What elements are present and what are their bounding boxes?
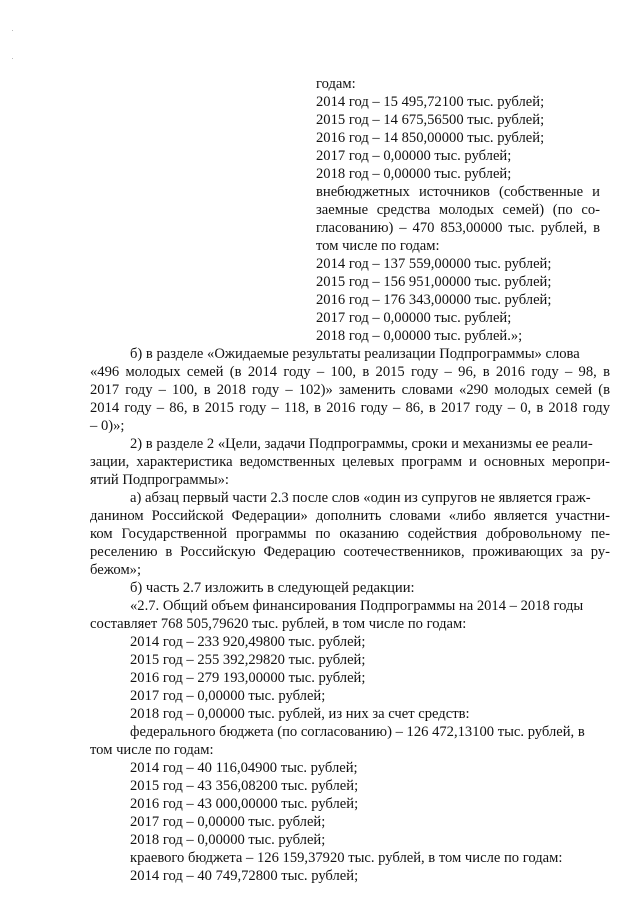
text-line: том числе по годам: (90, 742, 214, 758)
text-line: 2015 год – 43 356,08200 тыс. рублей; (130, 778, 359, 794)
text-line: том числе по годам: (316, 238, 440, 254)
text-line: гласованию) – 470 853,00000 тыс. рублей, в (316, 220, 600, 236)
text-line: 2017 год – 0,00000 тыс. рублей; (130, 688, 326, 704)
text-line: 2014 году – 86, в 2015 году – 118, в 2016 году – 86, в 2017 году – 0, в 2018 году (90, 400, 610, 416)
text-line: «2.7. Общий объем финансирования Подпрограммы на 2014 – 2018 годы (130, 598, 584, 614)
text-line: 2014 год – 40 116,04900 тыс. рублей; (130, 760, 358, 776)
scan-speck (12, 30, 13, 31)
text-line: федерального бюджета (по согласованию) – 126 472,13100 тыс. рублей, в (130, 724, 585, 740)
text-line: б) в разделе «Ожидаемые результаты реализации Подпрограммы» слова (130, 346, 580, 362)
text-line: 2014 год – 137 559,00000 тыс. рублей; (316, 256, 552, 272)
text-line: 2018 год – 0,00000 тыс. рублей; (130, 832, 326, 848)
text-line: 2016 год – 43 000,00000 тыс. рублей; (130, 796, 359, 812)
text-line: 2) в разделе 2 «Цели, задачи Подпрограммы, сроки и механизмы ее реали- (130, 436, 593, 452)
text-line: 2015 год – 14 675,56500 тыс. рублей; (316, 112, 545, 128)
text-line: 2017 год – 0,00000 тыс. рублей; (316, 310, 512, 326)
text-line: а) абзац первый части 2.3 после слов «один из супругов не является граж- (130, 490, 591, 506)
text-line: составляет 768 505,79620 тыс. рублей, в том числе по годам: (90, 616, 467, 632)
text-line: 2018 год – 0,00000 тыс. рублей, из них за счет средств: (130, 706, 470, 722)
text-line: – 0)»; (90, 418, 125, 434)
text-line: данином Российской Федерации» дополнить словами «либо является участни- (90, 508, 610, 524)
scan-speck (12, 58, 13, 59)
text-line: 2016 год – 176 343,00000 тыс. рублей; (316, 292, 552, 308)
text-line: годам: (316, 76, 356, 92)
text-line: зации, характеристика ведомственных целевых программ и основных меропри- (90, 454, 610, 470)
text-line: 2018 год – 0,00000 тыс. рублей; (316, 166, 512, 182)
text-line: 2014 год – 15 495,72100 тыс. рублей; (316, 94, 545, 110)
text-line: 2016 год – 14 850,00000 тыс. рублей; (316, 130, 545, 146)
text-line: «496 молодых семей (в 2014 году – 100, в 2015 году – 96, в 2016 году – 98, в (90, 364, 610, 380)
text-line: б) часть 2.7 изложить в следующей редакции: (130, 580, 415, 596)
text-line: бежом»; (90, 562, 142, 578)
text-line: 2017 год – 0,00000 тыс. рублей; (130, 814, 326, 830)
text-line: 2015 год – 255 392,29820 тыс. рублей; (130, 652, 366, 668)
text-line: 2014 год – 40 749,72800 тыс. рублей; (130, 868, 359, 884)
text-line: краевого бюджета – 126 159,37920 тыс. рублей, в том числе по годам: (130, 850, 563, 866)
text-line: 2015 год – 156 951,00000 тыс. рублей; (316, 274, 552, 290)
text-line: ком Государственной программы по оказанию содействия добровольному пе- (90, 526, 610, 542)
text-line: 2014 год – 233 920,49800 тыс. рублей; (130, 634, 366, 650)
text-line: внебюджетных источников (собственные и (316, 184, 600, 200)
text-line: реселению в Российскую Федерацию соотечественников, проживающих за ру- (90, 544, 610, 560)
text-line: 2017 году – 100, в 2018 году – 102)» заменить словами «290 молодых семей (в (90, 382, 610, 398)
text-line: заемные средства молодых семей) (по со- (316, 202, 600, 218)
text-line: 2018 год – 0,00000 тыс. рублей.»; (316, 328, 523, 344)
text-line: ятий Подпрограммы»: (90, 472, 229, 488)
text-line: 2017 год – 0,00000 тыс. рублей; (316, 148, 512, 164)
text-line: 2016 год – 279 193,00000 тыс. рублей; (130, 670, 366, 686)
